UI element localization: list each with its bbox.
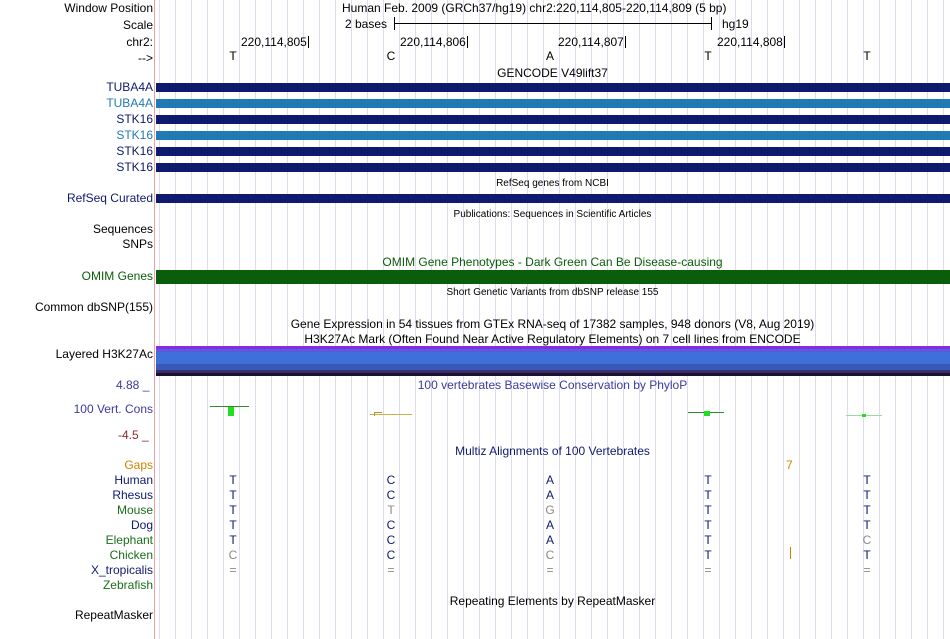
alignment-base: C (386, 473, 396, 487)
sequences-label[interactable]: Sequences (92, 222, 153, 236)
scale-bar (394, 23, 712, 24)
gencode-track-label[interactable]: TUBA4A (106, 80, 153, 94)
alignment-base: T (863, 473, 871, 487)
alignment-base: A (545, 488, 554, 502)
species-label[interactable]: Mouse (116, 503, 153, 517)
alignment-base: T (863, 503, 871, 517)
alignment-base: T (229, 518, 237, 532)
alignment-base: T (229, 488, 237, 502)
alignment-base: A (545, 473, 554, 487)
sequence-base: T (863, 49, 871, 63)
phylop-bar-5 (862, 414, 866, 417)
alignment-base: = (387, 563, 395, 577)
refseq-title: RefSeq genes from NCBI (496, 178, 609, 189)
alignment-base: G (545, 503, 555, 517)
alignment-base: T (704, 503, 712, 517)
species-label[interactable]: Elephant (105, 533, 153, 547)
gencode-track-label[interactable]: STK16 (116, 112, 153, 126)
species-label[interactable]: X_tropicalis (90, 563, 153, 577)
alignment-base: = (229, 563, 237, 577)
scale-label: Scale (122, 18, 153, 32)
gencode-feature[interactable] (156, 115, 950, 124)
h3k27ac-signal[interactable] (156, 346, 950, 376)
alignment-base: T (704, 518, 712, 532)
gencode-feature[interactable] (156, 99, 950, 108)
alignment-base: C (862, 533, 872, 547)
alignment-base: C (386, 488, 396, 502)
window-position-value[interactable]: Human Feb. 2009 (GRCh37/hg19) chr2:220,114,805-220,114,809 (5 bp) (342, 1, 727, 15)
alignment-base: T (704, 488, 712, 502)
conservation-title: 100 vertebrates Basewise Conservation by PhyloP (417, 378, 688, 392)
omim-title: OMIM Gene Phenotypes - Dark Green Can Be Disease-causing (382, 255, 723, 269)
alignment-base: C (545, 548, 555, 562)
phylop-bar-4 (704, 411, 710, 416)
gencode-title: GENCODE V49lift37 (497, 66, 608, 80)
gencode-track-label[interactable]: TUBA4A (106, 96, 153, 110)
alignment-base: A (545, 533, 554, 547)
alignment-base: = (704, 563, 712, 577)
repeatmasker-label[interactable]: RepeatMasker (74, 608, 153, 622)
alignment-base: C (386, 548, 396, 562)
refseq-feature[interactable] (156, 194, 950, 203)
alignment-base: T (387, 503, 395, 517)
gencode-feature[interactable] (156, 147, 950, 156)
chrom-label: chr2: (126, 35, 153, 49)
h3k27ac-label[interactable]: Layered H3K27Ac (55, 347, 153, 361)
alignment-base: C (386, 518, 396, 532)
strand-label: --> (138, 51, 153, 65)
gap-marker (790, 547, 791, 559)
alignment-base: T (863, 488, 871, 502)
publications-title: Publications: Sequences in Scientific Articles (453, 209, 652, 220)
gaps-label[interactable]: Gaps (124, 458, 153, 472)
sequence-base: T (704, 49, 712, 63)
alignment-base: T (704, 473, 712, 487)
gencode-track-label[interactable]: STK16 (116, 128, 153, 142)
omim-feature[interactable] (156, 270, 950, 284)
window-position-label: Window Position (64, 1, 153, 15)
position-3: 220,114,807 (558, 35, 624, 49)
scale-right-text: hg19 (722, 17, 749, 31)
dbsnp-label[interactable]: Common dbSNP(155) (34, 300, 153, 314)
gtex-title: Gene Expression in 54 tissues from GTEx RNA-seq of 17382 samples, 948 donors (V8, Aug 2019) (290, 317, 815, 331)
alignment-base: T (863, 548, 871, 562)
multiz-title: Multiz Alignments of 100 Vertebrates (455, 444, 650, 458)
omim-label[interactable]: OMIM Genes (81, 269, 153, 283)
species-label[interactable]: Human (114, 473, 153, 487)
gencode-feature[interactable] (156, 163, 950, 172)
gencode-track-label[interactable]: STK16 (116, 144, 153, 158)
position-4: 220,114,808 (717, 35, 783, 49)
phylop-arrow-2 (374, 412, 382, 416)
gencode-track-label[interactable]: STK16 (116, 160, 153, 174)
phylop-bar-1 (228, 407, 234, 416)
alignment-base: T (704, 548, 712, 562)
alignment-base: T (229, 533, 237, 547)
alignment-base: C (228, 548, 238, 562)
alignment-base: = (546, 563, 554, 577)
sequence-base: A (545, 49, 554, 63)
scale-bar-right-cap (711, 17, 712, 30)
refseq-label[interactable]: RefSeq Curated (66, 191, 153, 205)
sequence-base: C (386, 49, 396, 63)
species-label[interactable]: Chicken (109, 548, 153, 562)
species-label[interactable]: Zebrafish (102, 578, 153, 592)
sequence-base: T (229, 49, 237, 63)
h3k27ac-title: H3K27Ac Mark (Often Found Near Active Regulatory Elements) on 7 cell lines from ENCODE (304, 332, 801, 346)
alignment-base: T (229, 503, 237, 517)
alignment-base: T (229, 473, 237, 487)
alignment-base: A (545, 518, 554, 532)
gencode-feature[interactable] (156, 83, 950, 92)
alignment-base: = (863, 563, 871, 577)
conservation-ymin: -4.5 _ (118, 428, 149, 442)
scale-left-text: 2 bases (345, 17, 388, 31)
conservation-ymax: 4.88 _ (116, 378, 150, 392)
gap-count: 7 (786, 458, 793, 472)
alignment-base: T (704, 533, 712, 547)
dbsnp-title: Short Genetic Variants from dbSNP release 155 (446, 287, 659, 298)
species-label[interactable]: Dog (130, 518, 153, 532)
repeatmasker-title: Repeating Elements by RepeatMasker (449, 594, 656, 608)
snps-label[interactable]: SNPs (122, 237, 153, 251)
conservation-label[interactable]: 100 Vert. Cons (73, 402, 153, 416)
gencode-feature[interactable] (156, 131, 950, 140)
alignment-base: C (386, 533, 396, 547)
position-2: 220,114,806 (400, 35, 466, 49)
position-1: 220,114,805 (241, 35, 307, 49)
alignment-base: T (863, 518, 871, 532)
species-label[interactable]: Rhesus (112, 488, 153, 502)
